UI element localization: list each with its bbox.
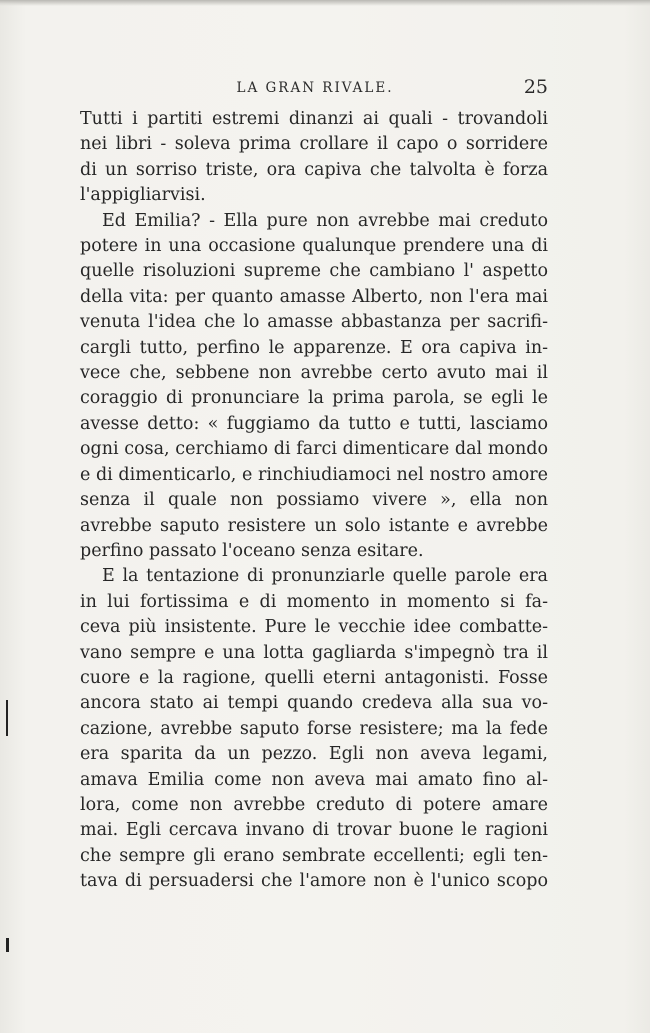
text-line: Tutti i partiti estremi dinanzi ai quali - trovandoli — [80, 109, 548, 129]
margin-mark — [6, 700, 8, 736]
text-line: cargli tutto, perfino le apparenze. E ora capiva in- — [80, 337, 548, 358]
text-line: in lui fortissima e di momento in momento si fa- — [80, 591, 548, 612]
text-line: era sparita da un pezzo. Egli non aveva legami, — [80, 744, 548, 765]
text-line: Ed Emilia? - Ella pure non avrebbe mai creduto — [102, 210, 548, 231]
text-line: che sempre gli erano sembrate eccellenti; egli ten- — [80, 845, 548, 866]
text-line: venuta l'idea che lo amasse abbastanza per sacrifi- — [80, 312, 548, 333]
running-title: LA GRAN RIVALE. — [236, 80, 394, 96]
text-line: nei libri - soleva prima crollare il capo o sorridere — [80, 134, 548, 155]
text-line: ceva più insistente. Pure le vecchie idee combatte- — [80, 617, 548, 638]
page-header — [80, 76, 550, 100]
text-line: perfino passato l'oceano senza esitare. — [80, 540, 424, 561]
text-line: mai. Egli cercava invano di trovar buone le ragioni — [80, 820, 548, 841]
text-line: tava di persuadersi che l'amore non è l'unico scopo — [80, 871, 548, 892]
text-line: della vita: per quanto amasse Alberto, non l'era mai — [80, 286, 548, 307]
text-line: vece che, sebbene non avrebbe certo avuto mai il — [80, 363, 548, 384]
text-line: ogni cosa, cerchiamo di farci dimenticare dal mondo — [80, 439, 548, 460]
text-line: di un sorriso triste, ora capiva che talvolta è forza — [80, 159, 548, 180]
text-line: amava Emilia come non aveva mai amato fino al- — [80, 769, 548, 790]
body-text — [80, 107, 548, 895]
text-line: lora, come non avrebbe creduto di potere amare — [80, 794, 548, 815]
text-line: avrebbe saputo resistere un solo istante e avrebbe — [80, 515, 548, 536]
text-line: vano sempre e una lotta gagliarda s'impegnò tra il — [80, 642, 548, 663]
text-line: quelle risoluzioni supreme che cambiano l' aspetto — [80, 261, 548, 282]
text-line: coraggio di pronunciare la prima parola, se egli le — [80, 388, 548, 409]
text-line: potere in una occasione qualunque prendere una di — [80, 236, 548, 257]
text-line: cazione, avrebbe saputo forse resistere; ma la fede — [80, 718, 548, 739]
text-line: cuore e la ragione, quelli eterni antagonisti. Fosse — [80, 667, 548, 688]
text-line: e di dimenticarlo, e rinchiudiamoci nel nostro amore — [80, 464, 548, 485]
margin-mark — [6, 938, 9, 952]
page-top-edge — [0, 0, 650, 6]
text-line: E la tentazione di pronunziarle quelle parole era — [102, 566, 548, 587]
page-number: 25 — [523, 76, 548, 98]
text-line: ancora stato ai tempi quando credeva alla sua vo- — [80, 693, 548, 714]
text-line: senza il quale non possiamo vivere », ella non — [80, 490, 548, 511]
text-line: l'appigliarvisi. — [80, 185, 206, 206]
text-line: avesse detto: « fuggiamo da tutto e tutti, lasciamo — [80, 413, 548, 434]
